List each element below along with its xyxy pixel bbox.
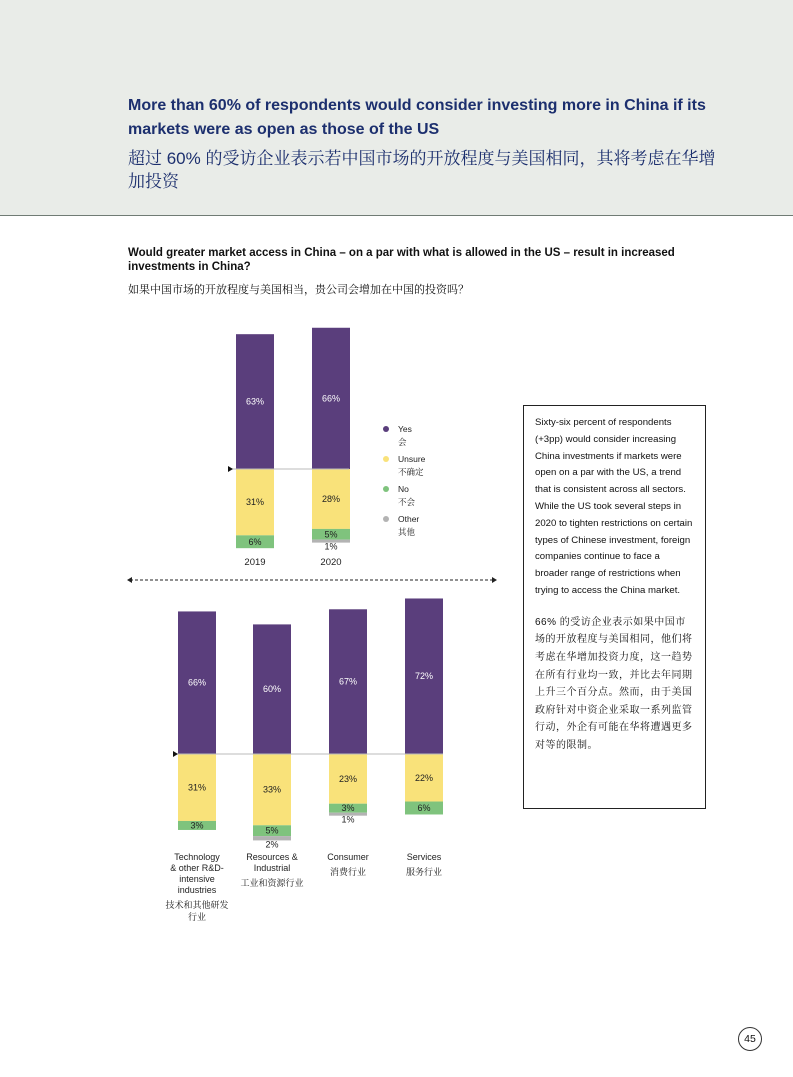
x-label-sector-3-cn-0: 服务行业	[405, 867, 443, 877]
legend-no-swatch	[383, 486, 389, 492]
x-label-sector-0-en-2: intensive	[179, 874, 215, 884]
label-no-1-3: 6%	[417, 803, 431, 813]
x-label-sector-1-en-0: Resources &	[246, 852, 298, 862]
legend-other-swatch	[383, 516, 389, 522]
legend-other-label: Other	[398, 514, 420, 524]
label-unsure-1-0: 31%	[187, 782, 207, 793]
label-yes-1-3: 72%	[414, 671, 434, 682]
label-no-1-1: 5%	[265, 825, 279, 836]
label-no-0-0: 6%	[248, 536, 262, 547]
divider-arrow-left	[127, 577, 132, 583]
label-no-0-1: 5%	[324, 529, 338, 540]
question-en: Would greater market access in China – on a par with what is allowed in the US – result in increased investments in China?	[128, 247, 675, 273]
label-yes-1-2: 67%	[338, 676, 358, 687]
page-number: 45	[738, 1027, 762, 1051]
label-other-1-1: 2%	[265, 839, 279, 850]
legend-unsure-label-cn: 不确定	[398, 467, 424, 477]
label-yes-0-1: 66%	[321, 393, 341, 404]
baseline-arrow-0	[228, 466, 233, 472]
label-other-1-2: 1%	[341, 814, 355, 825]
label-other-0-1: 1%	[324, 541, 338, 552]
note-en: Sixty-six percent of respondents (+3pp) would consider increasing China investments if markets were open on a par with the US, a trend that is consistent across all sectors. While the US took several steps in 2020 to tighten restrictions on certain types of Chinese investment, foreign companies continue to face a broader range of restrictions when trying to access the China market.	[535, 417, 693, 596]
legend-unsure-swatch	[383, 456, 389, 462]
label-unsure-0-0: 31%	[245, 497, 265, 508]
page-title-cn: 超过 60% 的受访企业表示若中国市场的开放程度与美国相同，其将考虑在华增加投资	[128, 149, 716, 191]
label-unsure-0-1: 28%	[321, 493, 341, 504]
baseline-arrow-1	[173, 751, 178, 757]
x-label-sector-0-en-0: Technology	[174, 852, 220, 862]
x-label-sector-3-en-0: Services	[406, 852, 442, 862]
legend-yes-label-cn: 会	[398, 437, 407, 447]
x-label-sector-0-en-3: industries	[177, 885, 217, 895]
legend-other-label-cn: 其他	[398, 527, 416, 537]
x-label-year-1: 2020	[320, 557, 342, 568]
label-yes-0-0: 63%	[245, 396, 265, 407]
note-cn: 66% 的受访企业表示如果中国市场的开放程度与美国相同，他们将考虑在华增加投资力度，这一趋势在所有行业均一致，并比去年同期上升三个百分点。然而，由于美国政府针对中资企业采取一系列监管行动，外企有可能在华将遭遇更多对等的限制。	[535, 616, 693, 751]
legend-yes-swatch	[383, 426, 389, 432]
page-title: More than 60% of respondents would consider investing more in China if its markets were as open as those of the US	[128, 97, 706, 138]
label-no-1-0: 3%	[190, 820, 204, 831]
x-label-sector-2-cn-0: 消费行业	[329, 867, 367, 877]
legend-unsure-label: Unsure	[398, 454, 426, 464]
x-label-sector-1-cn-0: 工业和资源行业	[240, 878, 304, 888]
label-yes-1-1: 60%	[262, 684, 282, 695]
divider-arrow-right	[492, 577, 497, 583]
label-unsure-1-2: 23%	[338, 773, 358, 784]
label-yes-1-0: 66%	[187, 677, 207, 688]
legend-no-label-cn: 不会	[398, 497, 416, 507]
x-label-sector-0-cn-1: 行业	[187, 912, 207, 922]
x-label-sector-0-en-1: & other R&D-	[170, 863, 224, 873]
legend-no-label: No	[398, 484, 409, 494]
label-no-1-2: 3%	[341, 803, 355, 814]
x-label-year-0: 2019	[244, 557, 266, 568]
question-cn: 如果中国市场的开放程度与美国相当，贵公司会增加在中国的投资吗？	[128, 284, 469, 296]
note-box	[523, 405, 706, 809]
x-label-sector-0-cn-0: 技术和其他研发	[165, 900, 229, 910]
x-label-sector-2-en-0: Consumer	[327, 852, 369, 862]
label-unsure-1-1: 33%	[262, 784, 282, 795]
label-unsure-1-3: 22%	[414, 772, 434, 783]
legend-yes-label: Yes	[398, 424, 412, 434]
x-label-sector-1-en-1: Industrial	[253, 863, 291, 873]
